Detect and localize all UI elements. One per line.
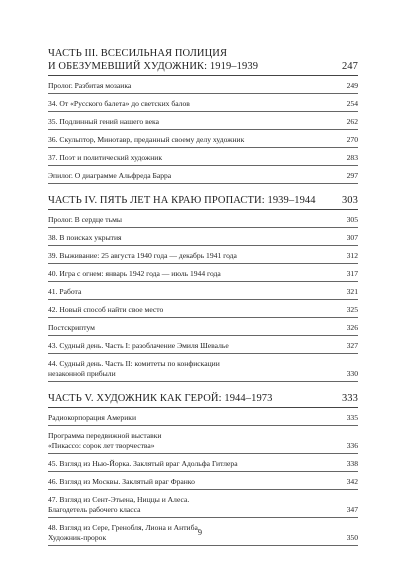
entry-page-number: 270: [346, 135, 358, 144]
toc-entry[interactable]: [48, 210, 358, 228]
entry-title: «Пикассо: сорок лет творчества»: [48, 441, 155, 450]
entry-title: Постскриптум: [48, 323, 95, 332]
entry-page-number: 305: [346, 215, 358, 224]
entry-title: 37. Поэт и политический художник: [48, 153, 163, 162]
part-heading-text: И ОБЕЗУМЕВШИЙ ХУДОЖНИК: 1919–1939: [48, 61, 259, 72]
entry-page-number: 342: [346, 477, 358, 486]
part-heading: [48, 392, 358, 408]
entry-title: 39. Выживание: 25 августа 1940 года — декабрь 1941 года: [48, 251, 237, 260]
part-heading-text: ЧАСТЬ III. ВСЕСИЛЬНАЯ ПОЛИЦИЯ: [48, 48, 228, 59]
part-heading-text: ЧАСТЬ IV. ПЯТЬ ЛЕТ НА КРАЮ ПРОПАСТИ: 1939–1944: [48, 195, 316, 206]
entry-title: Пролог. Разбитая мозаика: [48, 81, 132, 90]
toc-part: [48, 392, 358, 546]
entry-title: 41. Работа: [48, 287, 82, 296]
entry-page-number: 325: [346, 305, 358, 314]
entry-page-number: 321: [346, 287, 358, 296]
toc-entry[interactable]: [48, 112, 358, 130]
toc-entry[interactable]: [48, 426, 358, 454]
entry-title: 48. Взгляд из Сере, Гренобля, Лиона и Антиба.: [48, 523, 200, 532]
part-page-number: 303: [341, 195, 358, 206]
toc-entry[interactable]: [48, 300, 358, 318]
entry-page-number: 249: [346, 81, 358, 90]
toc-entry[interactable]: [48, 336, 358, 354]
entry-title: Пролог. В сердце тьмы: [48, 215, 122, 224]
entry-title: 45. Взгляд из Нью-Йорка. Заклятый враг Адольфа Гитлера: [48, 459, 238, 468]
part-heading-line: [48, 47, 358, 60]
entry-title: 36. Скульптор, Минотавр, преданный своему делу художник: [48, 135, 245, 144]
part-page-number: 247: [341, 61, 358, 72]
part-heading: [48, 194, 358, 210]
toc-entry[interactable]: [48, 228, 358, 246]
entry-title: незаконной прибыли: [48, 369, 116, 378]
entry-title: 38. В поисках укрытия: [48, 233, 122, 242]
entry-page-number: 327: [346, 341, 358, 350]
part-heading-line: [48, 194, 358, 207]
toc-entry[interactable]: [48, 94, 358, 112]
toc-entry[interactable]: [48, 130, 358, 148]
toc-entry[interactable]: [48, 282, 358, 300]
toc-entry[interactable]: [48, 166, 358, 184]
part-heading: [48, 47, 358, 76]
entry-title: 40. Игра с огнем: январь 1942 года — июль 1944 года: [48, 269, 221, 278]
entry-title: Художник-пророк: [48, 533, 107, 542]
toc-entry[interactable]: [48, 472, 358, 490]
entry-page-number: 317: [346, 269, 358, 278]
entry-title: Благодетель рабочего класса: [48, 505, 141, 514]
entry-page-number: 297: [346, 171, 358, 180]
entry-page-number: 254: [346, 99, 358, 108]
entry-title: Эпилог. О диаграмме Альфреда Барра: [48, 171, 172, 180]
entry-title: 44. Судный день. Часть II: комитеты по конфискации: [48, 359, 220, 368]
entry-title: 42. Новый способ найти свое место: [48, 305, 164, 314]
entry-page-number: 326: [346, 323, 358, 332]
toc-entry[interactable]: [48, 354, 358, 382]
entry-page-number: 307: [346, 233, 358, 242]
part-heading-text: ЧАСТЬ V. ХУДОЖНИК КАК ГЕРОЙ: 1944–1973: [48, 393, 273, 404]
toc-part: [48, 47, 358, 184]
entry-page-number: 338: [346, 459, 358, 468]
entry-title: 46. Взгляд из Москвы. Заклятый враг Франко: [48, 477, 195, 486]
entry-page-number: 347: [346, 505, 358, 514]
toc-part: [48, 194, 358, 382]
table-of-contents: [48, 47, 358, 546]
entry-page-number: 312: [346, 251, 358, 260]
entry-title: Программа передвижной выставки: [48, 431, 162, 440]
entry-title: Радиокорпорация Америки: [48, 413, 137, 422]
part-page-number: 333: [341, 393, 358, 404]
part-spacer: [48, 382, 358, 392]
entry-title: 35. Подлинный гений нашего века: [48, 117, 159, 126]
toc-entry[interactable]: [48, 490, 358, 518]
toc-entry[interactable]: [48, 408, 358, 426]
toc-entry[interactable]: [48, 148, 358, 166]
entry-page-number: 336: [346, 441, 358, 450]
toc-entry[interactable]: [48, 454, 358, 472]
part-spacer: [48, 184, 358, 194]
entry-page-number: 335: [346, 413, 358, 422]
toc-entry[interactable]: [48, 246, 358, 264]
entry-title: 47. Взгляд из Сент-Этьена, Ниццы и Алеса.: [48, 495, 190, 504]
toc-entry[interactable]: [48, 264, 358, 282]
entry-page-number: 350: [346, 533, 358, 542]
entry-page-number: 283: [346, 153, 358, 162]
entry-page-number: 262: [346, 117, 358, 126]
part-heading-line: [48, 392, 358, 405]
toc-entry[interactable]: [48, 76, 358, 94]
entry-title: 34. От «Русского балета» до светских балов: [48, 99, 190, 108]
entry-title: 43. Судный день. Часть I: разоблачение Эмиля Шевалье: [48, 341, 229, 350]
entry-page-number: 330: [346, 369, 358, 378]
page-number: 9: [198, 528, 202, 537]
toc-entry[interactable]: [48, 318, 358, 336]
part-heading-line: [48, 60, 358, 73]
